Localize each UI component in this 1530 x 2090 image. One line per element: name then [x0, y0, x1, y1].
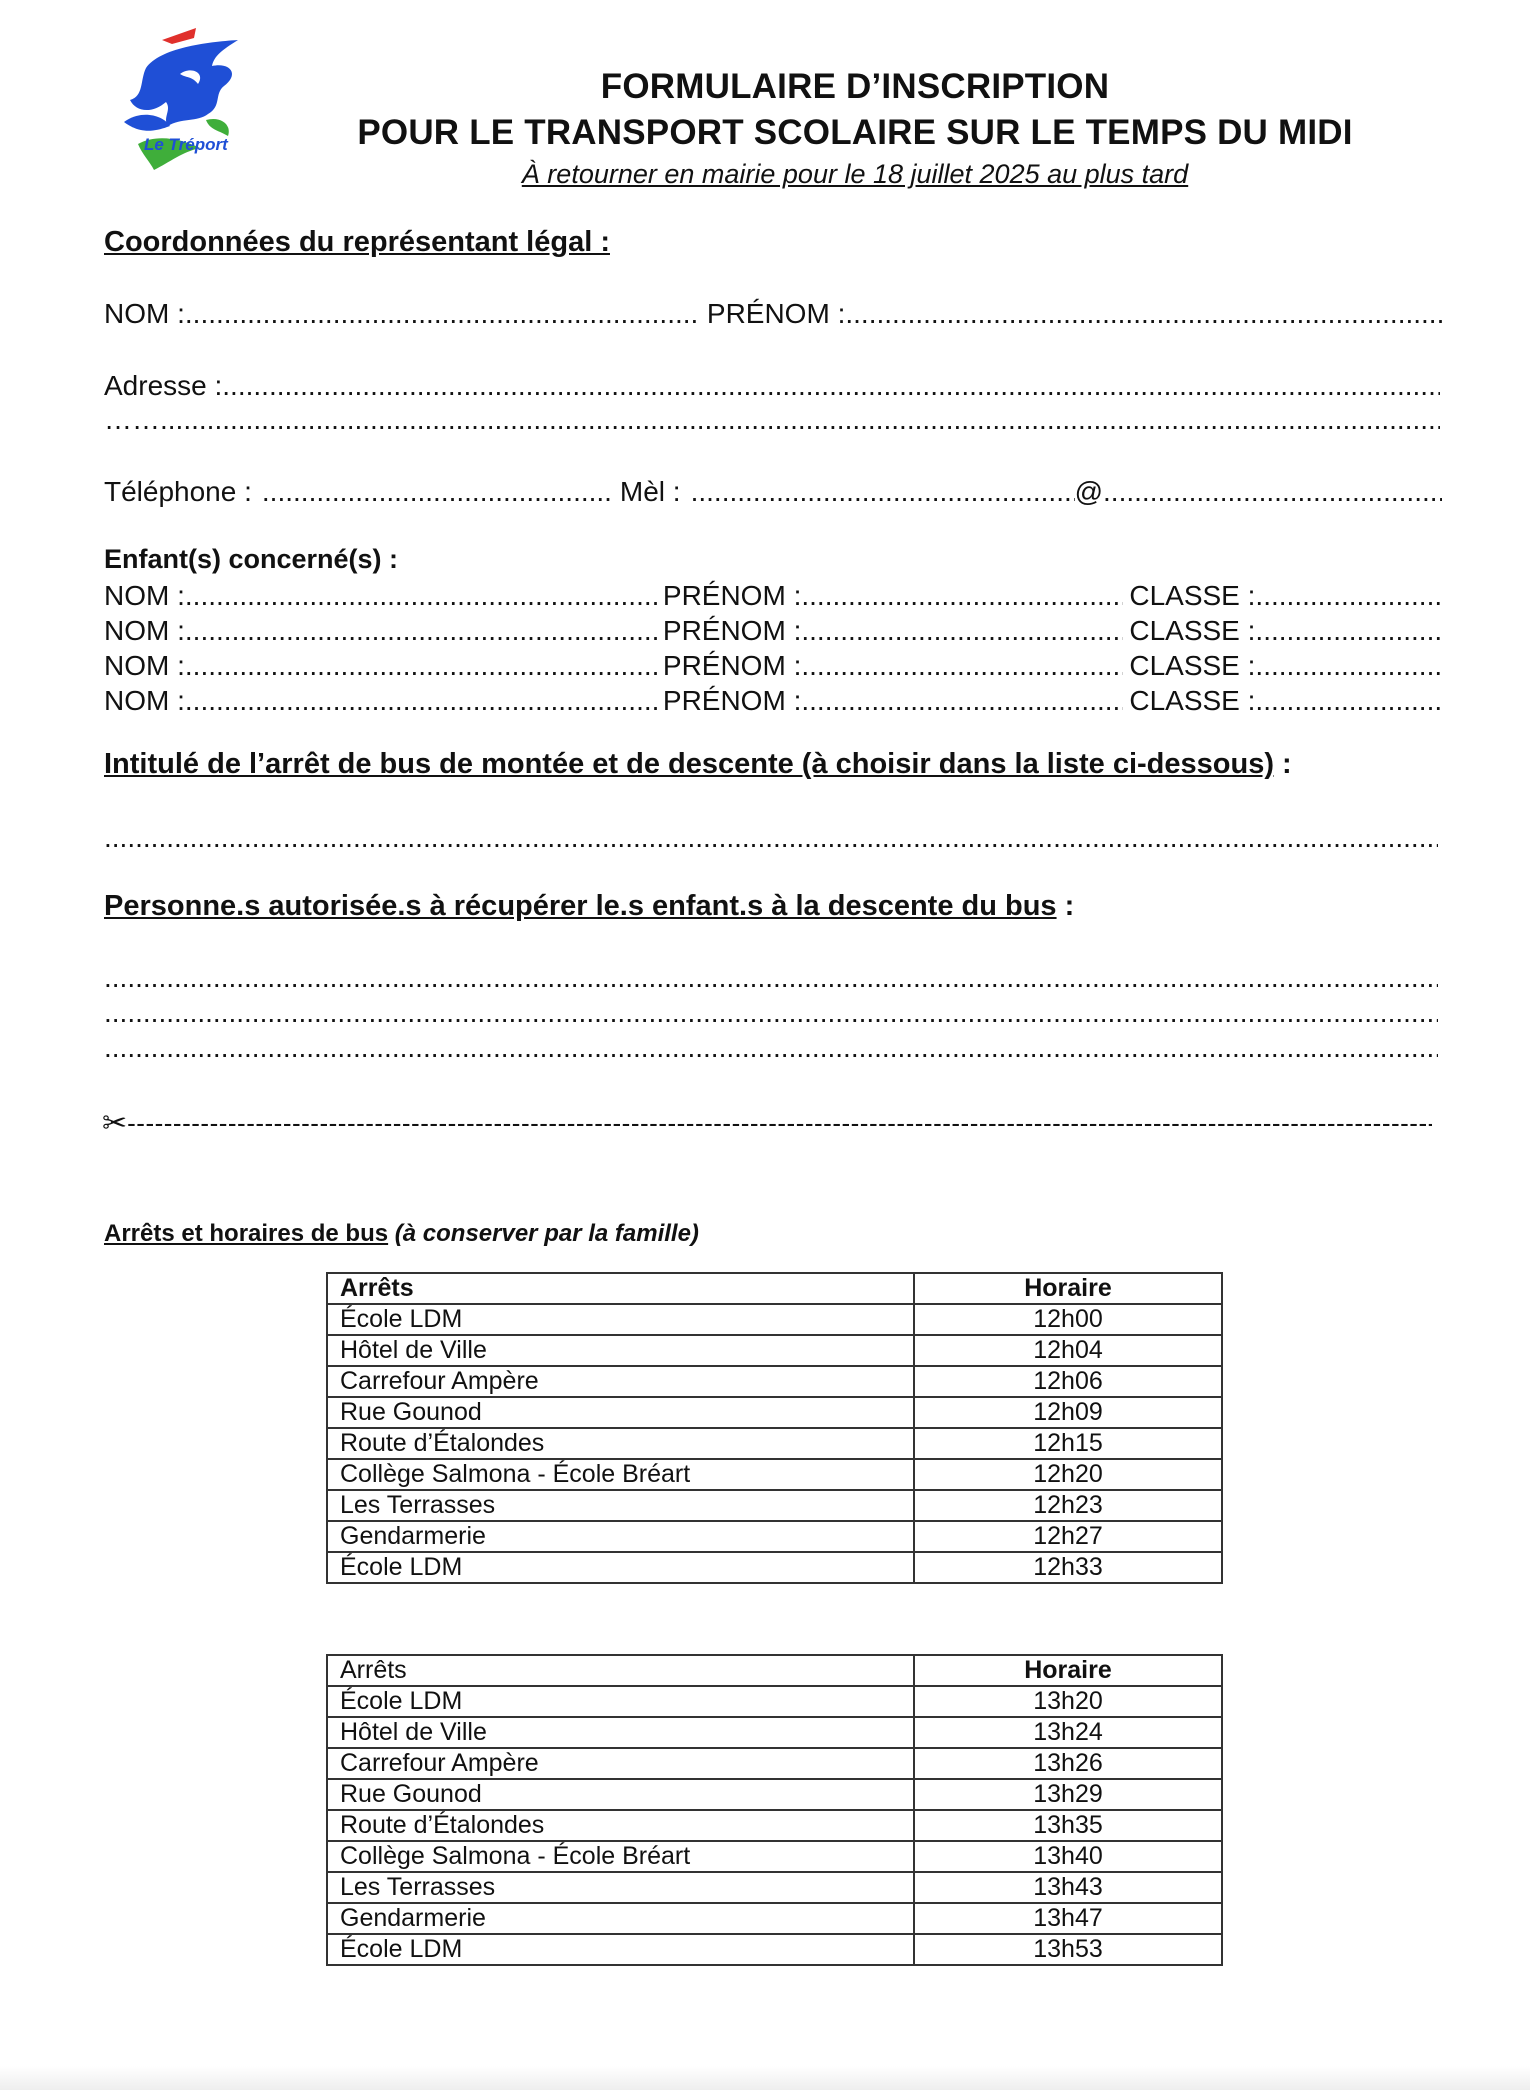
cut-dashes: [127, 1108, 1432, 1139]
col-arrets: Arrêts: [327, 1655, 914, 1686]
form-header: [330, 64, 1380, 192]
stop-name: Carrefour Ampère: [327, 1366, 914, 1397]
table-row: [327, 1686, 1222, 1717]
table-row: [327, 1335, 1222, 1366]
table-row: [327, 1397, 1222, 1428]
child-prenom-field[interactable]: [801, 615, 1123, 647]
stop-time: 13h53: [914, 1934, 1222, 1965]
col-horaire: Horaire: [914, 1273, 1222, 1304]
guardian-contact-row: [104, 476, 1442, 508]
child-row: [104, 580, 1440, 612]
stop-name: École LDM: [327, 1552, 914, 1583]
prenom-field[interactable]: [845, 298, 1446, 330]
nom-field[interactable]: [185, 298, 699, 330]
child-classe-label: CLASSE :: [1129, 580, 1256, 611]
prenom-label: PRÉNOM :: [706, 298, 846, 329]
adresse-field-2[interactable]: [160, 404, 1440, 436]
bus-stop-field[interactable]: [104, 822, 1438, 854]
authorized-field[interactable]: [104, 962, 1438, 994]
child-nom-field[interactable]: [185, 615, 657, 647]
scissors-icon: ✂: [102, 1105, 128, 1141]
child-prenom-label: PRÉNOM :: [662, 685, 802, 716]
mel-field-user[interactable]: [691, 476, 1075, 508]
child-nom-label: NOM :: [104, 580, 185, 611]
col-arrets: Arrêts: [327, 1273, 914, 1304]
adresse-label: Adresse :: [104, 370, 223, 401]
le-treport-logo: [110, 22, 258, 184]
authorized-row: [104, 962, 1438, 994]
stop-time: 13h24: [914, 1717, 1222, 1748]
table-row: [327, 1304, 1222, 1335]
cut-line: [102, 1105, 1432, 1141]
title-line-1: FORMULAIRE D’INSCRIPTION: [600, 67, 1110, 106]
return-deadline: À retourner en mairie pour le 18 juillet 2025 au plus tard: [521, 159, 1189, 189]
table-row: [327, 1366, 1222, 1397]
stop-time: 12h00: [914, 1304, 1222, 1335]
child-classe-field[interactable]: [1255, 615, 1440, 647]
stop-name: Gendarmerie: [327, 1521, 914, 1552]
guardian-section-title: Coordonnées du représentant légal :: [104, 226, 610, 258]
stop-name: Rue Gounod: [327, 1397, 914, 1428]
stop-time: 13h43: [914, 1872, 1222, 1903]
authorized-section-title: Personne.s autorisée.s à récupérer le.s enfant.s à la descente du bus :: [104, 890, 1075, 922]
telephone-label: Téléphone :: [104, 476, 252, 507]
stop-name: École LDM: [327, 1686, 914, 1717]
child-prenom-field[interactable]: [801, 650, 1123, 682]
stop-time: 12h15: [914, 1428, 1222, 1459]
authorized-row: [104, 997, 1438, 1029]
table-row: [327, 1903, 1222, 1934]
nom-label: NOM :: [104, 298, 185, 329]
stop-name: Collège Salmona - École Bréart: [327, 1459, 914, 1490]
schedule-table-noon: [326, 1272, 1223, 1584]
stop-time: 13h40: [914, 1841, 1222, 1872]
adresse-continuation: ……: [104, 404, 160, 435]
table-row: [327, 1872, 1222, 1903]
table-body: [327, 1304, 1222, 1583]
stop-name: École LDM: [327, 1934, 914, 1965]
table-row: [327, 1779, 1222, 1810]
table-row: [327, 1428, 1222, 1459]
stop-name: Hôtel de Ville: [327, 1335, 914, 1366]
stop-name: Les Terrasses: [327, 1490, 914, 1521]
bus-stop-section-title: Intitulé de l’arrêt de bus de montée et de descente (à choisir dans la liste ci-dessous) :: [104, 748, 1292, 780]
child-classe-field[interactable]: [1255, 685, 1440, 717]
table-row: [327, 1490, 1222, 1521]
table-row: [327, 1552, 1222, 1583]
stop-name: Les Terrasses: [327, 1872, 914, 1903]
schedule-title: Arrêts et horaires de bus (à conserver par la famille): [104, 1220, 699, 1247]
stop-name: École LDM: [327, 1304, 914, 1335]
stop-time: 12h04: [914, 1335, 1222, 1366]
child-classe-label: CLASSE :: [1129, 615, 1256, 646]
logo-text: Le Tréport: [144, 135, 228, 154]
child-row: [104, 650, 1440, 682]
child-row: [104, 615, 1440, 647]
table-row: [327, 1717, 1222, 1748]
table-row: [327, 1521, 1222, 1552]
child-prenom-field[interactable]: [801, 685, 1123, 717]
table-header-row: [327, 1273, 1222, 1304]
table-header-row: [327, 1655, 1222, 1686]
child-classe-field[interactable]: [1255, 580, 1440, 612]
child-nom-field[interactable]: [185, 650, 657, 682]
stop-time: 13h26: [914, 1748, 1222, 1779]
stop-time: 12h33: [914, 1552, 1222, 1583]
authorized-field[interactable]: [104, 1032, 1438, 1064]
stop-name: Route d’Étalondes: [327, 1810, 914, 1841]
guardian-address-row: [104, 370, 1440, 402]
telephone-field[interactable]: [262, 476, 612, 508]
stop-time: 12h06: [914, 1366, 1222, 1397]
stop-name: Hôtel de Ville: [327, 1717, 914, 1748]
child-nom-field[interactable]: [185, 580, 657, 612]
stop-time: 12h23: [914, 1490, 1222, 1521]
mel-label: Mèl :: [619, 476, 681, 507]
table-row: [327, 1841, 1222, 1872]
child-nom-label: NOM :: [104, 615, 185, 646]
child-nom-label: NOM :: [104, 650, 185, 681]
table-row: [327, 1934, 1222, 1965]
stop-time: 12h20: [914, 1459, 1222, 1490]
guardian-name-row: [104, 298, 1446, 330]
stop-time: 13h35: [914, 1810, 1222, 1841]
stop-time: 12h27: [914, 1521, 1222, 1552]
stop-time: 13h47: [914, 1903, 1222, 1934]
adresse-field[interactable]: [222, 370, 1440, 402]
table-row: [327, 1810, 1222, 1841]
child-classe-label: CLASSE :: [1129, 685, 1256, 716]
col-horaire: Horaire: [914, 1655, 1222, 1686]
stop-name: Rue Gounod: [327, 1779, 914, 1810]
child-classe-label: CLASSE :: [1129, 650, 1256, 681]
table-row: [327, 1459, 1222, 1490]
child-prenom-label: PRÉNOM :: [662, 580, 802, 611]
child-prenom-field[interactable]: [801, 580, 1123, 612]
children-section-title: Enfant(s) concerné(s) :: [104, 544, 399, 574]
child-classe-field[interactable]: [1255, 650, 1440, 682]
child-nom-field[interactable]: [185, 685, 657, 717]
child-prenom-label: PRÉNOM :: [662, 650, 802, 681]
stop-time: 13h20: [914, 1686, 1222, 1717]
stop-name: Gendarmerie: [327, 1903, 914, 1934]
guardian-address-row-2: [104, 404, 1440, 436]
child-nom-label: NOM :: [104, 685, 185, 716]
bus-stop-row: [104, 822, 1438, 854]
authorized-row: [104, 1032, 1438, 1064]
mel-field-domain[interactable]: [1103, 476, 1442, 508]
stop-time: 12h09: [914, 1397, 1222, 1428]
page-bottom-edge: [0, 2066, 1530, 2090]
stop-time: 13h29: [914, 1779, 1222, 1810]
at-sign: @: [1074, 476, 1104, 507]
schedule-table-afternoon: [326, 1654, 1223, 1966]
child-prenom-label: PRÉNOM :: [662, 615, 802, 646]
table-body: [327, 1686, 1222, 1965]
authorized-field[interactable]: [104, 997, 1438, 1029]
child-row: [104, 685, 1440, 717]
stop-name: Collège Salmona - École Bréart: [327, 1841, 914, 1872]
stop-name: Route d’Étalondes: [327, 1428, 914, 1459]
title-line-2: POUR LE TRANSPORT SCOLAIRE SUR LE TEMPS DU MIDI: [357, 113, 1353, 152]
stop-name: Carrefour Ampère: [327, 1748, 914, 1779]
table-row: [327, 1748, 1222, 1779]
